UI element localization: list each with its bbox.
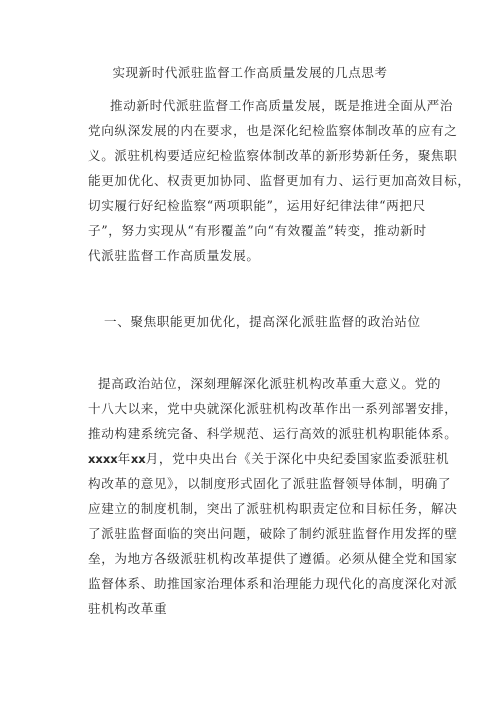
text-line: 十八大以来，党中央就深化派驻机构改革作出一系列部署安排， bbox=[88, 401, 458, 416]
text-line: 监督体系、助推国家治理体系和治理能力现代化的高度深化对派 bbox=[88, 576, 458, 591]
text-line: 了派驻监督面临的突出问题，破除了制约派驻监督作用发挥的壁 bbox=[88, 526, 458, 541]
text-line: 提高政治站位，深刻理解深化派驻机构改革重大意义。党的 bbox=[98, 376, 442, 391]
text-line: xxxx年xx月，党中央出台《关于深化中央纪委国家监委派驻机 bbox=[88, 451, 450, 466]
section-heading: 一、聚焦职能更加优化，提高深化派驻监督的政治站位 bbox=[104, 314, 421, 329]
text-line: 推动新时代派驻监督工作高质量发展，既是推进全面从严治 bbox=[110, 98, 454, 113]
text-line: 子”，努力实现从“有形覆盖”向“有效覆盖”转变，推动新时 bbox=[88, 223, 427, 238]
text-line: 义。派驻机构要适应纪检监察体制改革的新形势新任务，聚焦职 bbox=[88, 148, 458, 163]
text-line: 垒，为地方各级派驻机构改革提供了遵循。必须从健全党和国家 bbox=[88, 551, 458, 566]
text-line: 驻机构改革重 bbox=[88, 601, 168, 616]
placeholder-text: xx bbox=[130, 452, 146, 466]
placeholder-text: xxxx bbox=[88, 452, 118, 466]
document-title: 实现新时代派驻监督工作高质量发展的几点思考 bbox=[112, 65, 388, 80]
text-line: 代派驻监督工作高质量发展。 bbox=[88, 248, 260, 263]
text-line: 党向纵深发展的内在要求，也是深化纪检监察体制改革的应有之 bbox=[88, 123, 458, 138]
text-line: 应建立的制度机制，突出了派驻机构职责定位和目标任务，解决 bbox=[88, 501, 458, 516]
body-paragraph bbox=[88, 371, 458, 621]
text-line: 能更加优化、权责更加协同、监督更加有力、运行更加高效目标， bbox=[88, 173, 471, 188]
text-line: 构改革的意见》，以制度形式固化了派驻监督领导体制，明确了 bbox=[88, 476, 452, 491]
text-line: 切实履行好纪检监察“两项职能”，运用好纪律法律“两把尺 bbox=[88, 198, 426, 213]
intro-paragraph bbox=[88, 93, 471, 268]
text-line: 推动构建系统完备、科学规范、运行高效的派驻机构职能体系。 bbox=[88, 426, 458, 441]
